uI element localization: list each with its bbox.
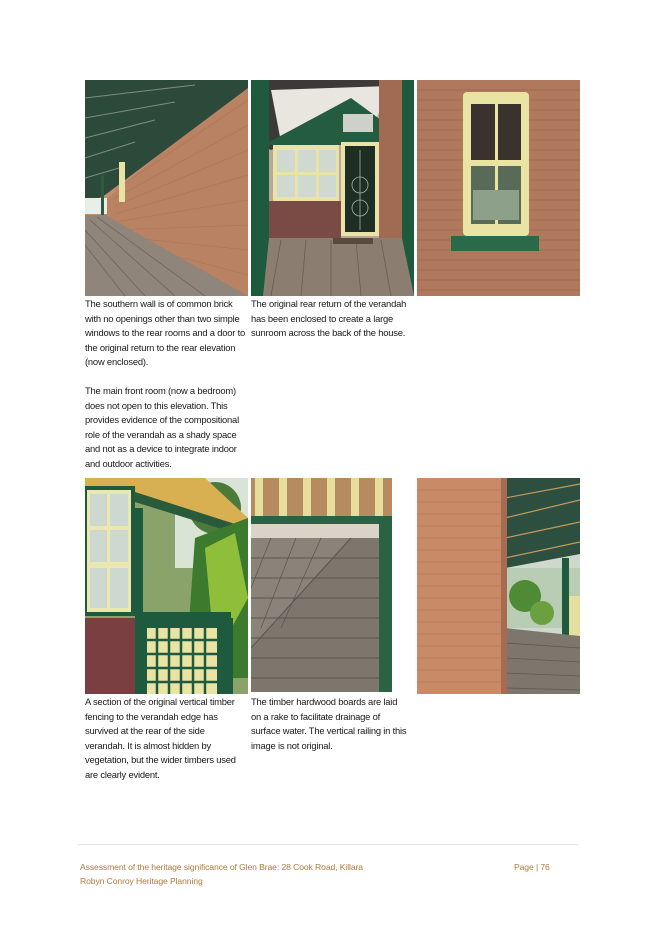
footer-title: [80, 860, 480, 888]
caption-rear-return-text: The original rear return of the verandah has been enclosed to create a large sunroom across the back of the house.: [251, 298, 407, 339]
caption-timber-fencing-text: A section of the original vertical timber fencing to the verandah edge has survived at the rear of the side verandah. It is almost hidden by vegetation, but the wider timbers used are clearly evident.: [85, 696, 236, 780]
caption-rear-return: [251, 297, 411, 341]
caption-southern-wall-para-2: The main front room (now a bedroom) does not open to this elevation. This provides evidence of the compositional role of the verandah as a shady space and not as a device to integrate indoor and outdoor activities.: [85, 384, 239, 469]
photo-vertical-timber-fencing: [85, 478, 248, 694]
photo-brick-pier-verandah: [417, 478, 580, 694]
photo-sash-window: [417, 80, 580, 296]
footer-document-title: Assessment of the heritage significance of Glen Brae: 28 Cook Road, Killara: [80, 862, 363, 872]
photo-rear-return-sunroom: [251, 80, 414, 296]
footer-author: Robyn Conroy Heritage Planning: [80, 876, 203, 886]
photo-raked-timber-boards: [251, 478, 392, 692]
photo-southern-wall-verandah: [85, 80, 248, 296]
footer-divider: [78, 844, 578, 845]
caption-timber-fencing: [85, 695, 245, 783]
caption-southern-wall-para-1: The southern wall is of common brick with no openings other than two simple windows to the rear rooms and a door to the original return to the rear elevation (now enclosed).: [85, 298, 245, 368]
caption-southern-wall: [85, 297, 247, 472]
page-number: Page | 76: [514, 862, 550, 872]
caption-timber-boards-text: The timber hardwood boards are laid on a rake to facilitate drainage of surface water. The vertical railing in this image is not original.: [251, 696, 407, 751]
caption-timber-boards: [251, 695, 407, 753]
